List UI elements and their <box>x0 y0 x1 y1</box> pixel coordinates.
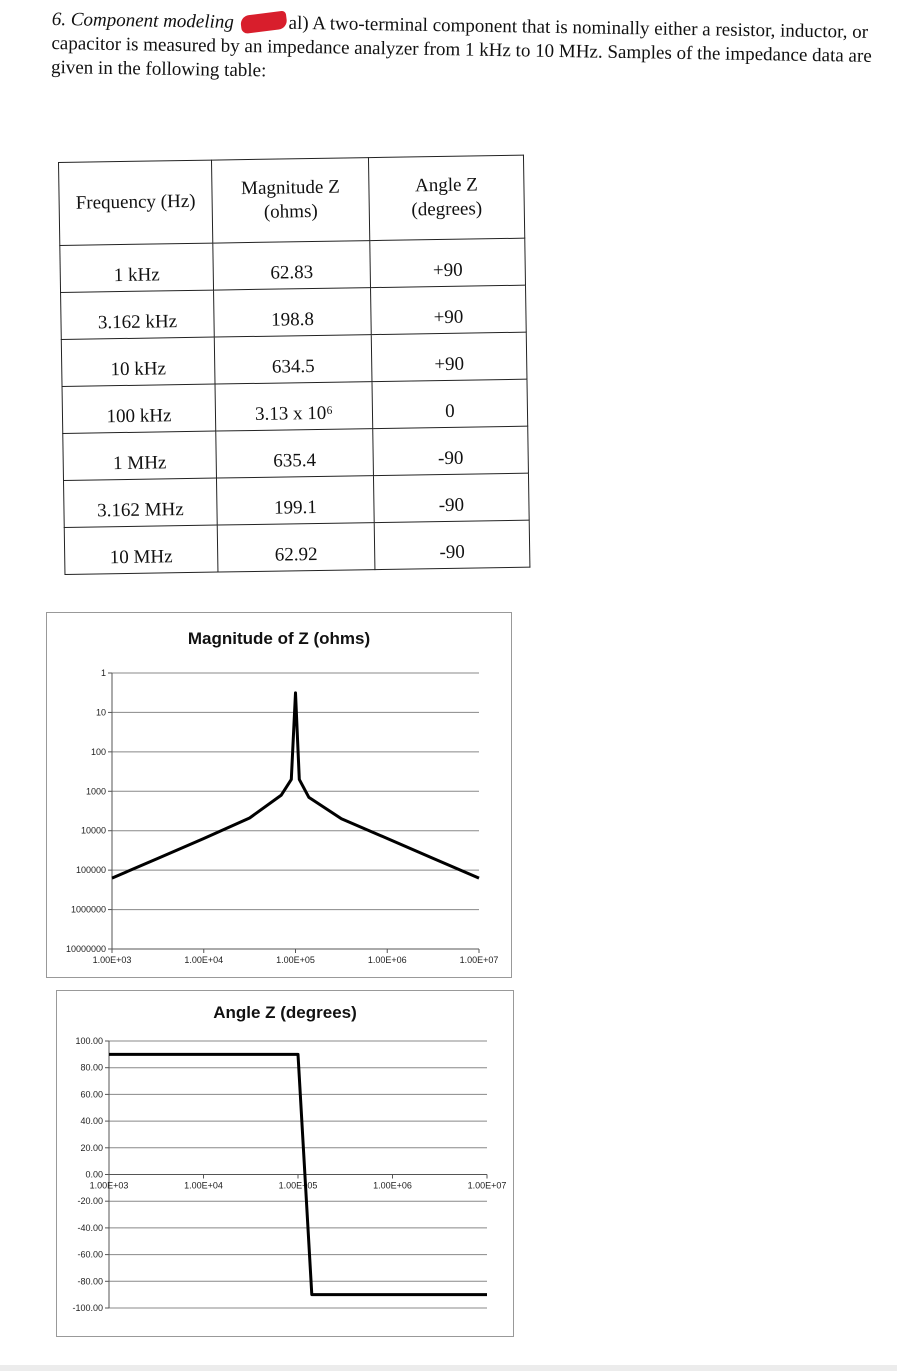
angle-y-tick-label: 0.00 <box>85 1169 103 1180</box>
angle-y-tick-label: 40.00 <box>80 1116 103 1127</box>
table-row <box>61 332 527 386</box>
angle-x-tick-label: 1.00E+05 <box>278 1180 318 1191</box>
cell-magnitude: 198.8 <box>214 288 372 337</box>
cell-frequency: 1 kHz <box>60 243 214 292</box>
header-angle: Angle Z (degrees) <box>368 155 524 240</box>
table-row <box>60 238 526 292</box>
cell-angle: +90 <box>370 238 526 287</box>
problem-text: A two-terminal component that is nominally either a resistor, inductor, or capacitor is measured by an impedance analyzer from 1 kHz to 10 MHz. Samples of the impedance data are given in the following table: <box>50 13 872 82</box>
angle-x-tick-label: 1.00E+04 <box>184 1180 223 1191</box>
angle-y-tick-label: -80.00 <box>77 1276 103 1287</box>
cell-frequency: 100 kHz <box>62 384 216 433</box>
magnitude-y-tick-label: 10 <box>95 707 106 718</box>
cell-magnitude: 634.5 <box>214 335 372 384</box>
redaction-scribble <box>240 11 288 35</box>
magnitude-x-tick-label: 1.00E+03 <box>92 955 132 965</box>
cell-frequency: 10 MHz <box>64 525 218 574</box>
cell-magnitude: 199.1 <box>216 476 374 525</box>
cell-frequency: 10 kHz <box>61 337 215 386</box>
magnitude-chart <box>46 612 512 978</box>
angle-y-tick-label: 60.00 <box>80 1089 103 1100</box>
angle-plot-area <box>57 991 513 1336</box>
cell-magnitude: 62.92 <box>217 523 375 572</box>
angle-y-tick-label: -100.00 <box>72 1303 103 1313</box>
magnitude-chart-title: Magnitude of Z (ohms) <box>187 629 371 648</box>
table-row <box>64 473 530 527</box>
header-frequency: Frequency (Hz) <box>59 160 213 245</box>
cell-frequency: 3.162 MHz <box>64 478 218 527</box>
magnitude-x-tick-label: 1.00E+04 <box>184 955 224 965</box>
angle-y-tick-label: 100.00 <box>75 1036 103 1046</box>
magnitude-x-tick-label: 1.00E+06 <box>367 955 407 965</box>
table-row <box>63 426 529 480</box>
angle-chart-title: Angle Z (degrees) <box>213 1003 357 1022</box>
magnitude-x-tick-label: 1.00E+05 <box>276 955 315 965</box>
table-header-row <box>59 155 525 245</box>
magnitude-y-tick-label: 1 <box>100 668 106 678</box>
cell-frequency: 1 MHz <box>63 431 217 480</box>
problem-statement <box>51 8 882 93</box>
angle-x-tick-label: 1.00E+07 <box>467 1180 507 1191</box>
magnitude-y-tick-label: 1000 <box>85 786 106 797</box>
magnitude-y-tick-label: 10000000 <box>65 944 106 954</box>
cell-frequency: 3.162 kHz <box>61 290 215 339</box>
magnitude-series-line <box>112 693 479 878</box>
magnitude-y-tick-label: 1000000 <box>70 904 106 915</box>
redacted-paren-tail: al) <box>288 12 309 35</box>
magnitude-x-tick-label: 1.00E+07 <box>459 955 499 965</box>
header-magnitude: Magnitude Z (ohms) <box>211 158 369 243</box>
angle-y-tick-label: -40.00 <box>77 1222 103 1233</box>
cell-angle: -90 <box>374 520 530 569</box>
impedance-table <box>58 155 530 575</box>
angle-y-tick-label: 20.00 <box>80 1142 103 1153</box>
magnitude-y-tick-label: 10000 <box>80 825 106 836</box>
cell-magnitude: 635.4 <box>216 429 374 478</box>
problem-number-title: 6. Component modeling <box>51 8 235 33</box>
cell-angle: 0 <box>372 379 528 428</box>
cell-angle: -90 <box>373 473 529 522</box>
cell-angle: +90 <box>371 285 527 334</box>
angle-y-tick-label: -60.00 <box>77 1249 103 1260</box>
angle-x-tick-label: 1.00E+06 <box>373 1180 412 1191</box>
angle-y-tick-label: -20.00 <box>77 1196 103 1207</box>
cell-angle: -90 <box>373 426 529 475</box>
cell-angle: +90 <box>371 332 527 381</box>
angle-x-tick-label: 1.00E+03 <box>89 1180 129 1191</box>
magnitude-y-tick-label: 100000 <box>75 865 106 876</box>
table-row <box>61 285 527 339</box>
magnitude-plot-area <box>47 613 511 977</box>
page-bottom-edge <box>0 1365 897 1371</box>
cell-magnitude: 3.13 x 10⁶ <box>215 382 373 431</box>
magnitude-y-tick-label: 100 <box>90 746 106 757</box>
cell-magnitude: 62.83 <box>213 241 371 290</box>
angle-chart <box>56 990 514 1337</box>
table-row <box>64 520 530 574</box>
angle-y-tick-label: 80.00 <box>80 1062 103 1073</box>
table-row <box>62 379 528 433</box>
